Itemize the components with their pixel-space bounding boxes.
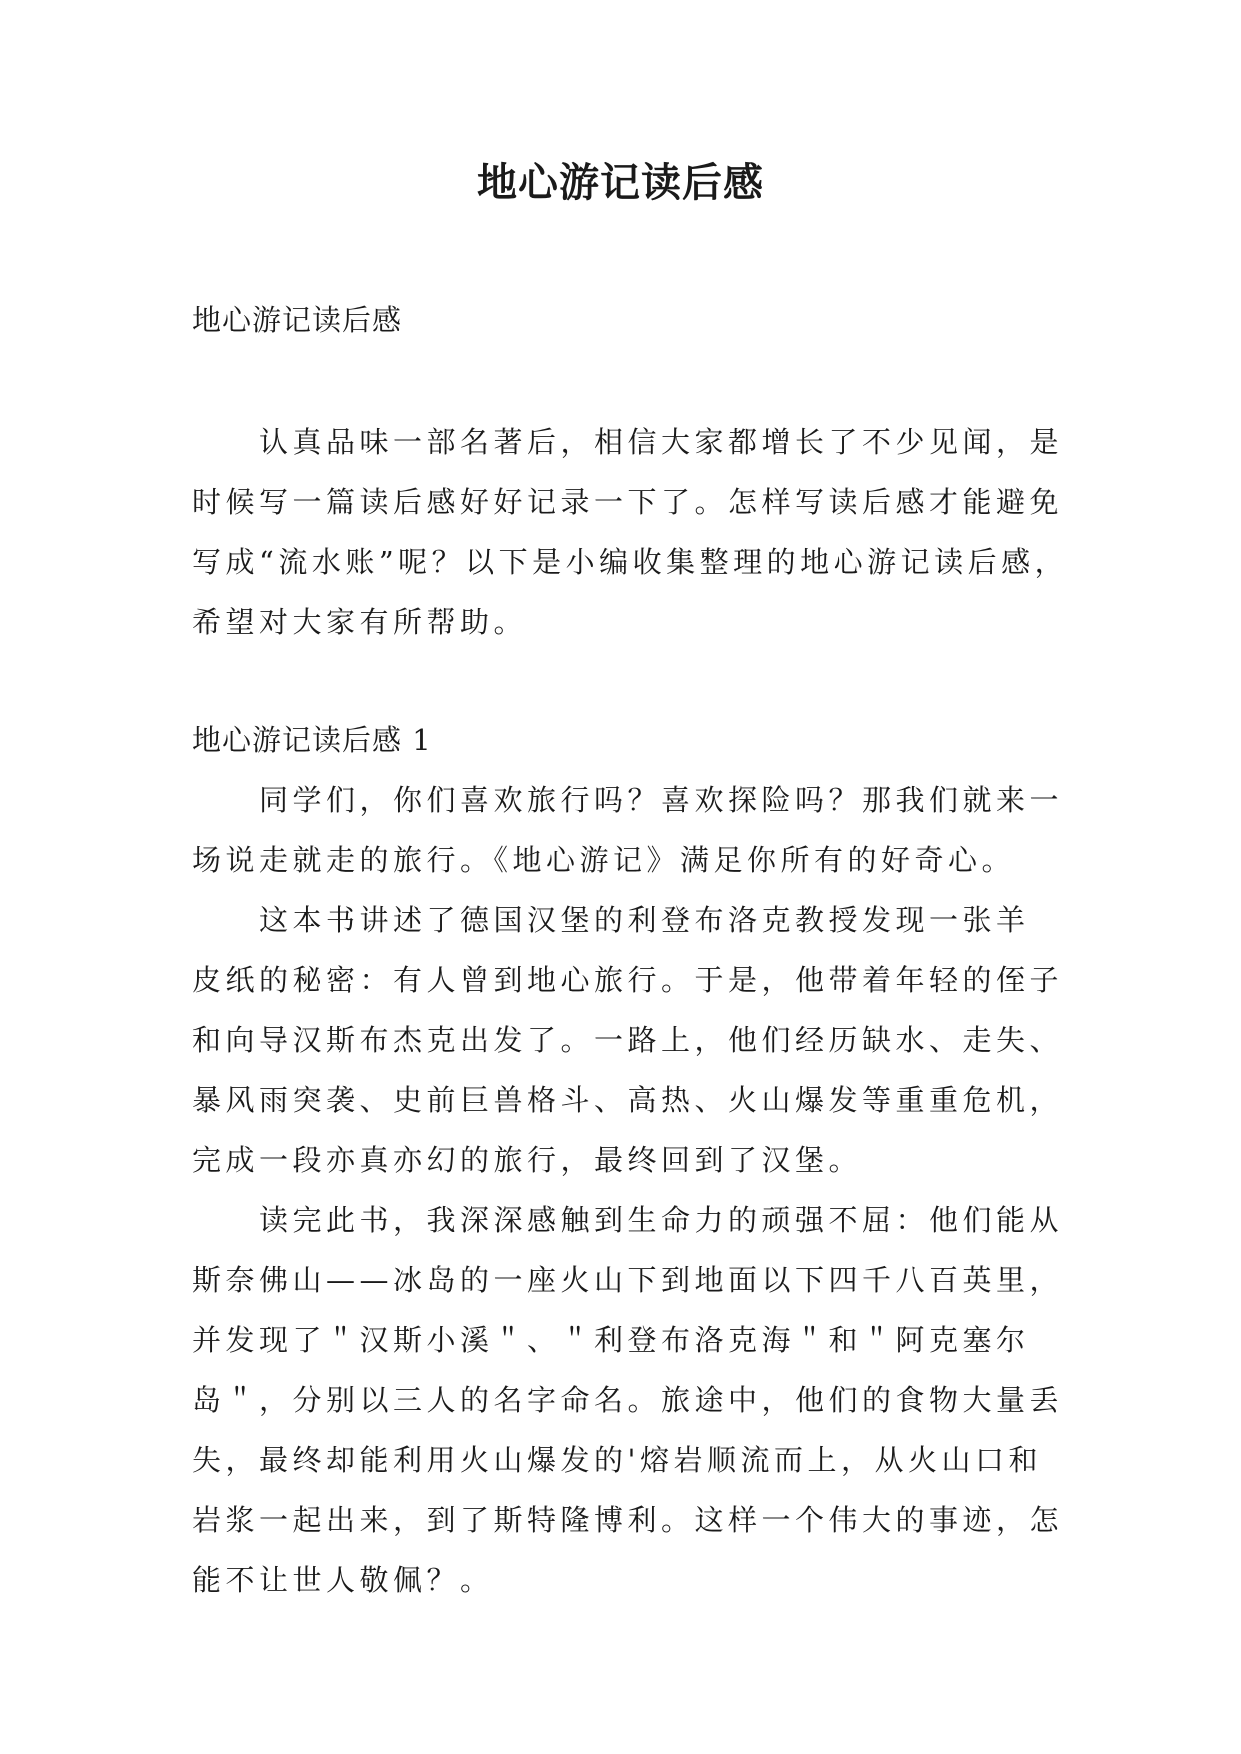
text-line: 皮纸的秘密：有人曾到地心旅行。于是，他带着年轻的侄子 bbox=[192, 963, 1064, 997]
document-subtitle: 地心游记读后感 bbox=[192, 303, 403, 337]
text-line: 读完此书，我深深感触到生命力的顽强不屈：他们能从 bbox=[192, 1203, 1064, 1237]
text-line: 岩浆一起出来，到了斯特隆博利。这样一个伟大的事迹，怎 bbox=[192, 1503, 1064, 1537]
paragraph-3 bbox=[192, 1190, 1064, 1610]
paragraph-1 bbox=[192, 770, 1064, 890]
spacer bbox=[192, 652, 1052, 710]
text-line: 岛＂，分别以三人的名字命名。旅途中，他们的食物大量丢 bbox=[192, 1383, 1064, 1417]
text-line: 并发现了＂汉斯小溪＂、＂利登布洛克海＂和＂阿克塞尔 bbox=[192, 1323, 1030, 1357]
text-line: 场说走就走的旅行。《地心游记》满足你所有的好奇心。 bbox=[192, 843, 1016, 877]
document-body bbox=[192, 290, 1069, 1610]
text-line: 斯奈佛山——冰岛的一座火山下到地面以下四千八百英里， bbox=[192, 1263, 1064, 1297]
text-line: 能不让世人敬佩？。 bbox=[192, 1563, 494, 1597]
text-line: 完成一段亦真亦幻的旅行，最终回到了汉堡。 bbox=[192, 1143, 863, 1177]
text-line: 时候写一篇读后感好好记录一下了。怎样写读后感才能避免 bbox=[192, 485, 1064, 519]
document-title: 地心游记读后感 bbox=[477, 159, 764, 206]
text-line: 和向导汉斯布杰克出发了。一路上，他们经历缺水、走失、 bbox=[192, 1023, 1064, 1057]
text-line: 暴风雨突袭、史前巨兽格斗、高热、火山爆发等重重危机， bbox=[192, 1083, 1064, 1117]
text-line: 写成“流水账”呢？以下是小编收集整理的地心游记读后感， bbox=[192, 545, 1069, 579]
text-line: 同学们，你们喜欢旅行吗？喜欢探险吗？那我们就来一 bbox=[192, 783, 1064, 817]
paragraph-2 bbox=[192, 890, 1064, 1190]
section-heading: 地心游记读后感 1 bbox=[192, 723, 432, 757]
intro-paragraph bbox=[192, 412, 1069, 652]
spacer bbox=[192, 350, 1052, 412]
text-line: 这本书讲述了德国汉堡的利登布洛克教授发现一张羊 bbox=[192, 903, 1030, 937]
text-line: 认真品味一部名著后，相信大家都增长了不少见闻，是 bbox=[192, 425, 1064, 459]
text-line: 希望对大家有所帮助。 bbox=[192, 605, 528, 639]
text-line: 失，最终却能利用火山爆发的'熔岩顺流而上，从火山口和 bbox=[192, 1443, 1042, 1477]
